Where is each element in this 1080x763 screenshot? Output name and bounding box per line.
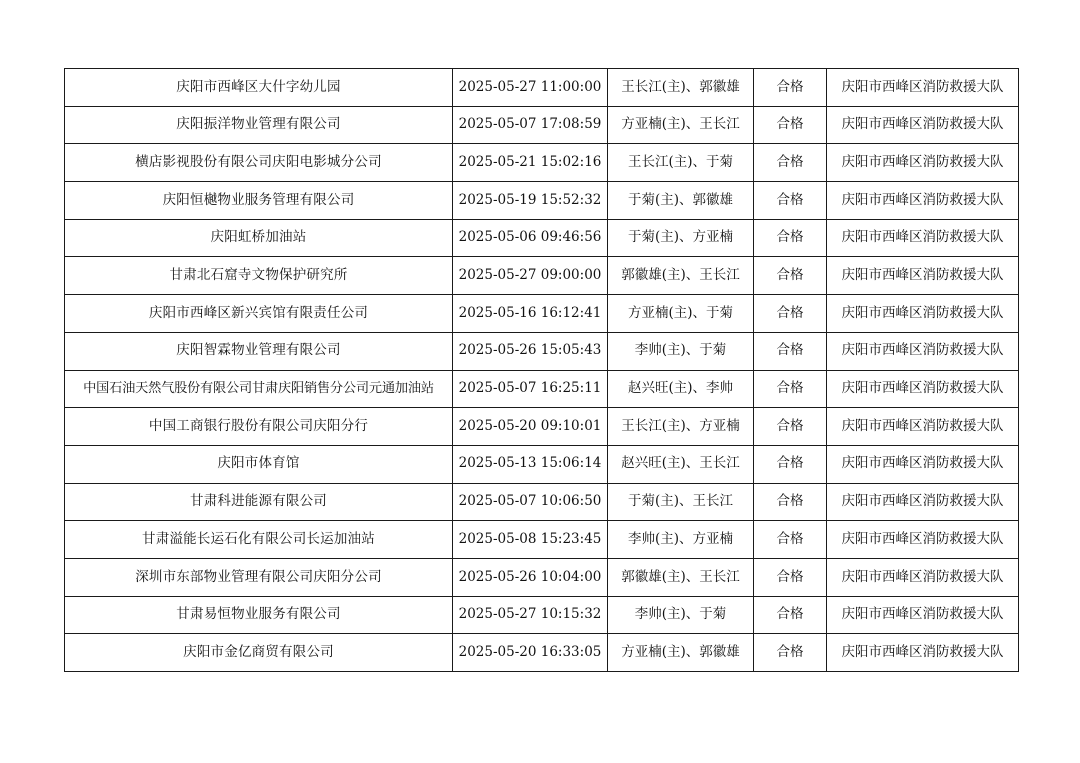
organization-cell: 庆阳市西峰区消防救援大队 bbox=[827, 295, 1019, 333]
inspectors-cell: 李帅(主)、于菊 bbox=[608, 596, 754, 634]
organization-cell: 庆阳市西峰区消防救援大队 bbox=[827, 521, 1019, 559]
organization-cell: 庆阳市西峰区消防救援大队 bbox=[827, 106, 1019, 144]
inspectors-cell: 赵兴旺(主)、李帅 bbox=[608, 370, 754, 408]
inspectors-cell: 赵兴旺(主)、王长江 bbox=[608, 445, 754, 483]
inspection-time-cell: 2025-05-26 10:04:00 bbox=[453, 558, 608, 596]
inspectors-cell: 方亚楠(主)、郭徽雄 bbox=[608, 634, 754, 672]
inspection-time-cell: 2025-05-06 09:46:56 bbox=[453, 219, 608, 257]
result-cell: 合格 bbox=[754, 69, 827, 107]
organization-cell: 庆阳市西峰区消防救援大队 bbox=[827, 408, 1019, 446]
table-row bbox=[65, 257, 1019, 295]
unit-name-cell: 庆阳市金亿商贸有限公司 bbox=[65, 634, 453, 672]
result-cell: 合格 bbox=[754, 257, 827, 295]
organization-cell: 庆阳市西峰区消防救援大队 bbox=[827, 332, 1019, 370]
inspection-time-cell: 2025-05-27 09:00:00 bbox=[453, 257, 608, 295]
result-cell: 合格 bbox=[754, 295, 827, 333]
inspectors-cell: 王长江(主)、郭徽雄 bbox=[608, 69, 754, 107]
organization-cell: 庆阳市西峰区消防救援大队 bbox=[827, 219, 1019, 257]
inspection-table bbox=[64, 68, 1019, 672]
result-cell: 合格 bbox=[754, 596, 827, 634]
organization-cell: 庆阳市西峰区消防救援大队 bbox=[827, 182, 1019, 220]
unit-name-cell: 甘肃易恒物业服务有限公司 bbox=[65, 596, 453, 634]
table-row bbox=[65, 483, 1019, 521]
table-row bbox=[65, 106, 1019, 144]
table-row bbox=[65, 370, 1019, 408]
inspection-time-cell: 2025-05-20 09:10:01 bbox=[453, 408, 608, 446]
result-cell: 合格 bbox=[754, 483, 827, 521]
table-row bbox=[65, 182, 1019, 220]
table-row bbox=[65, 558, 1019, 596]
result-cell: 合格 bbox=[754, 634, 827, 672]
inspection-time-cell: 2025-05-27 10:15:32 bbox=[453, 596, 608, 634]
table-row bbox=[65, 596, 1019, 634]
inspection-time-cell: 2025-05-08 15:23:45 bbox=[453, 521, 608, 559]
result-cell: 合格 bbox=[754, 144, 827, 182]
unit-name-cell: 中国石油天然气股份有限公司甘肃庆阳销售分公司元通加油站 bbox=[65, 370, 453, 408]
inspectors-cell: 王长江(主)、方亚楠 bbox=[608, 408, 754, 446]
organization-cell: 庆阳市西峰区消防救援大队 bbox=[827, 144, 1019, 182]
result-cell: 合格 bbox=[754, 408, 827, 446]
unit-name-cell: 庆阳市体育馆 bbox=[65, 445, 453, 483]
inspection-time-cell: 2025-05-07 16:25:11 bbox=[453, 370, 608, 408]
inspection-time-cell: 2025-05-19 15:52:32 bbox=[453, 182, 608, 220]
unit-name-cell: 庆阳振洋物业管理有限公司 bbox=[65, 106, 453, 144]
inspectors-cell: 王长江(主)、于菊 bbox=[608, 144, 754, 182]
table-body bbox=[65, 69, 1019, 672]
result-cell: 合格 bbox=[754, 332, 827, 370]
table-row bbox=[65, 332, 1019, 370]
unit-name-cell: 甘肃科进能源有限公司 bbox=[65, 483, 453, 521]
result-cell: 合格 bbox=[754, 521, 827, 559]
inspectors-cell: 于菊(主)、王长江 bbox=[608, 483, 754, 521]
organization-cell: 庆阳市西峰区消防救援大队 bbox=[827, 634, 1019, 672]
table-row bbox=[65, 634, 1019, 672]
table-row bbox=[65, 295, 1019, 333]
inspection-time-cell: 2025-05-07 17:08:59 bbox=[453, 106, 608, 144]
result-cell: 合格 bbox=[754, 370, 827, 408]
organization-cell: 庆阳市西峰区消防救援大队 bbox=[827, 483, 1019, 521]
result-cell: 合格 bbox=[754, 182, 827, 220]
inspectors-cell: 方亚楠(主)、于菊 bbox=[608, 295, 754, 333]
inspectors-cell: 于菊(主)、郭徽雄 bbox=[608, 182, 754, 220]
organization-cell: 庆阳市西峰区消防救援大队 bbox=[827, 257, 1019, 295]
result-cell: 合格 bbox=[754, 558, 827, 596]
table-row bbox=[65, 219, 1019, 257]
inspectors-cell: 方亚楠(主)、王长江 bbox=[608, 106, 754, 144]
inspectors-cell: 郭徽雄(主)、王长江 bbox=[608, 257, 754, 295]
inspection-time-cell: 2025-05-16 16:12:41 bbox=[453, 295, 608, 333]
result-cell: 合格 bbox=[754, 445, 827, 483]
unit-name-cell: 深圳市东部物业管理有限公司庆阳分公司 bbox=[65, 558, 453, 596]
unit-name-cell: 庆阳恒樾物业服务管理有限公司 bbox=[65, 182, 453, 220]
inspection-time-cell: 2025-05-07 10:06:50 bbox=[453, 483, 608, 521]
unit-name-cell: 中国工商银行股份有限公司庆阳分行 bbox=[65, 408, 453, 446]
inspection-time-cell: 2025-05-20 16:33:05 bbox=[453, 634, 608, 672]
unit-name-cell: 横店影视股份有限公司庆阳电影城分公司 bbox=[65, 144, 453, 182]
organization-cell: 庆阳市西峰区消防救援大队 bbox=[827, 370, 1019, 408]
inspection-time-cell: 2025-05-26 15:05:43 bbox=[453, 332, 608, 370]
unit-name-cell: 庆阳市西峰区大什字幼儿园 bbox=[65, 69, 453, 107]
organization-cell: 庆阳市西峰区消防救援大队 bbox=[827, 558, 1019, 596]
unit-name-cell: 庆阳虹桥加油站 bbox=[65, 219, 453, 257]
organization-cell: 庆阳市西峰区消防救援大队 bbox=[827, 596, 1019, 634]
unit-name-cell: 庆阳市西峰区新兴宾馆有限责任公司 bbox=[65, 295, 453, 333]
result-cell: 合格 bbox=[754, 219, 827, 257]
table-row bbox=[65, 521, 1019, 559]
inspection-time-cell: 2025-05-13 15:06:14 bbox=[453, 445, 608, 483]
unit-name-cell: 甘肃溢能长运石化有限公司长运加油站 bbox=[65, 521, 453, 559]
inspectors-cell: 郭徽雄(主)、王长江 bbox=[608, 558, 754, 596]
organization-cell: 庆阳市西峰区消防救援大队 bbox=[827, 69, 1019, 107]
inspection-time-cell: 2025-05-21 15:02:16 bbox=[453, 144, 608, 182]
result-cell: 合格 bbox=[754, 106, 827, 144]
unit-name-cell: 庆阳智霖物业管理有限公司 bbox=[65, 332, 453, 370]
inspectors-cell: 于菊(主)、方亚楠 bbox=[608, 219, 754, 257]
table-row bbox=[65, 144, 1019, 182]
table-row bbox=[65, 69, 1019, 107]
table-row bbox=[65, 445, 1019, 483]
unit-name-cell: 甘肃北石窟寺文物保护研究所 bbox=[65, 257, 453, 295]
table-row bbox=[65, 408, 1019, 446]
inspectors-cell: 李帅(主)、方亚楠 bbox=[608, 521, 754, 559]
inspection-time-cell: 2025-05-27 11:00:00 bbox=[453, 69, 608, 107]
inspectors-cell: 李帅(主)、于菊 bbox=[608, 332, 754, 370]
organization-cell: 庆阳市西峰区消防救援大队 bbox=[827, 445, 1019, 483]
